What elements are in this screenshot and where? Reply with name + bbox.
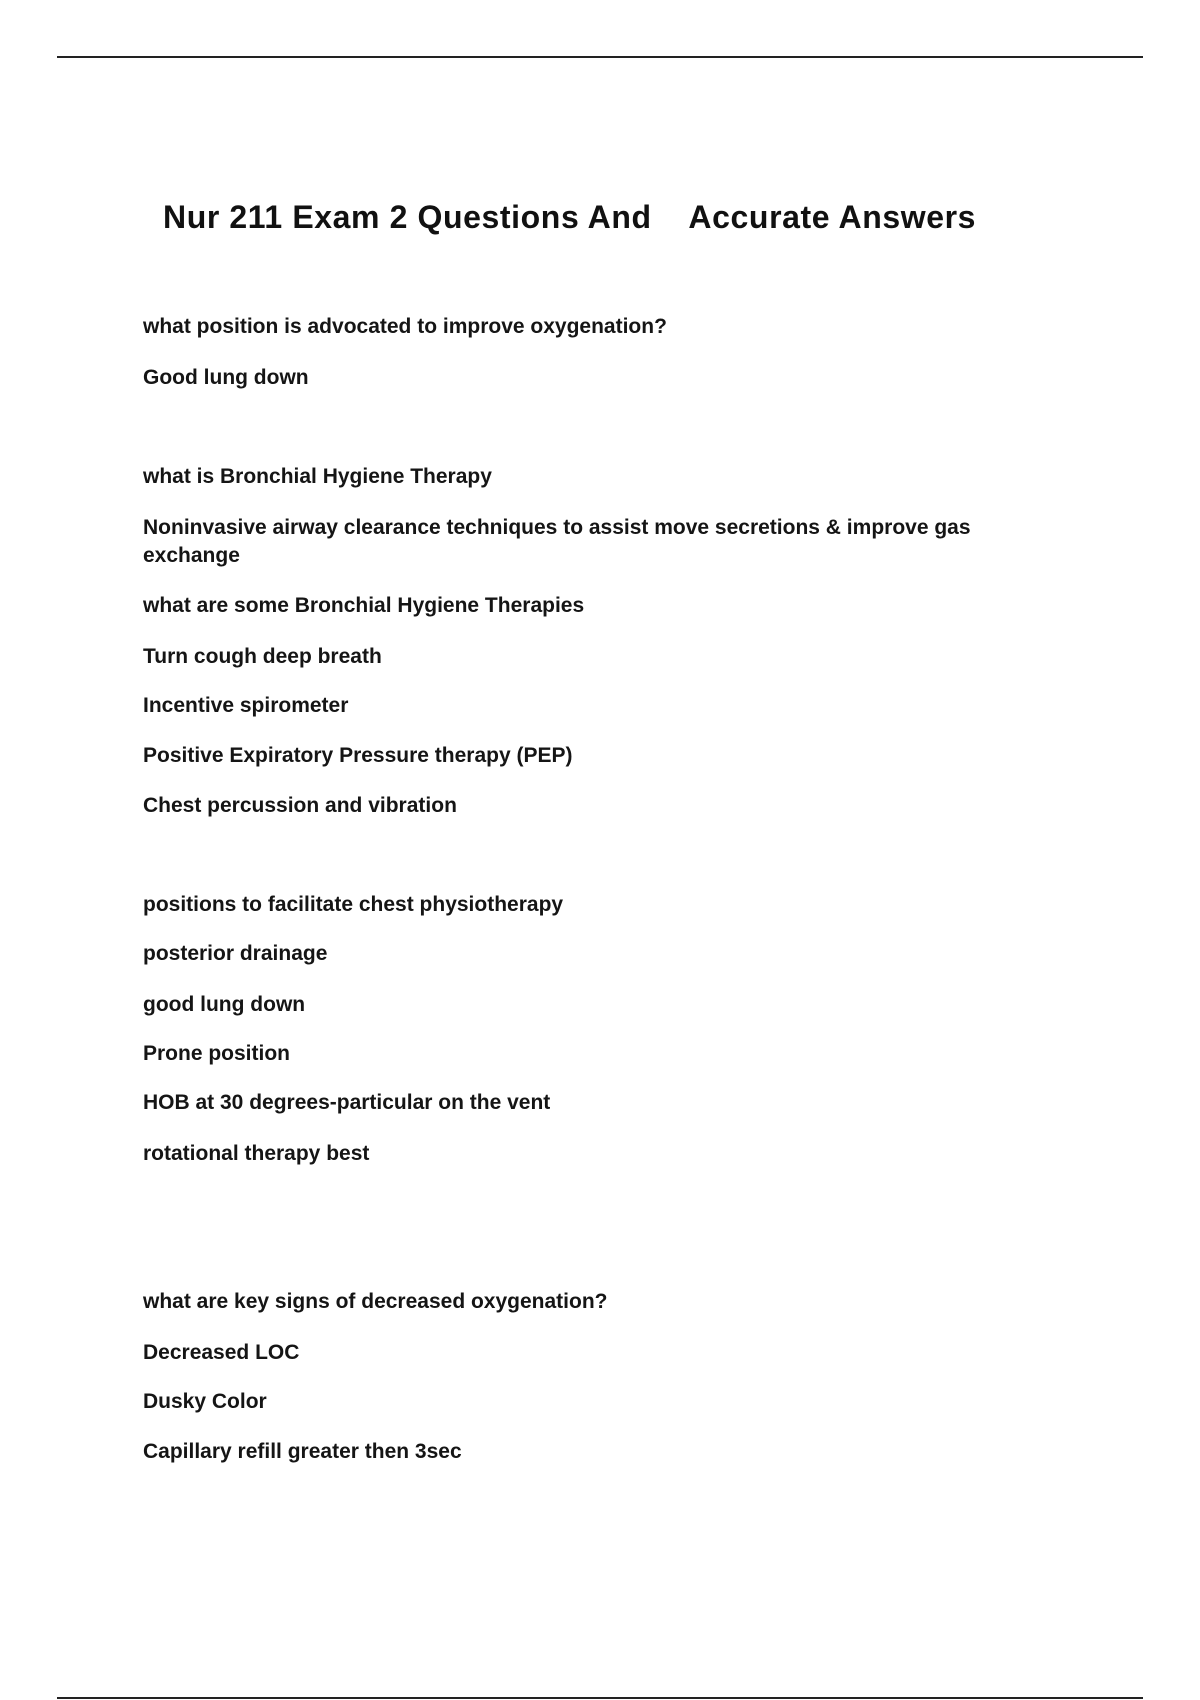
question-line: what is Bronchial Hygiene Therapy bbox=[143, 465, 492, 488]
answer-line: Turn cough deep breath bbox=[143, 645, 382, 668]
footer-rule bbox=[57, 1697, 1143, 1699]
answer-line: Decreased LOC bbox=[143, 1341, 300, 1364]
answer-line: HOB at 30 degrees-particular on the vent bbox=[143, 1091, 551, 1114]
answer-line: Noninvasive airway clearance techniques to assist move secretions & improve gas exchange bbox=[143, 516, 971, 567]
answer-line: Prone position bbox=[143, 1042, 290, 1065]
answer-line: rotational therapy best bbox=[143, 1142, 370, 1165]
answer-line: Good lung down bbox=[143, 366, 309, 389]
answer-line: Capillary refill greater then 3sec bbox=[143, 1440, 462, 1463]
question-line: what are key signs of decreased oxygenation? bbox=[143, 1290, 608, 1313]
answer-line: Positive Expiratory Pressure therapy (PEP) bbox=[143, 744, 573, 767]
answer-line: Incentive spirometer bbox=[143, 694, 349, 717]
answer-line: Dusky Color bbox=[143, 1390, 267, 1413]
answer-line: posterior drainage bbox=[143, 942, 328, 965]
question-line: positions to facilitate chest physiotherapy bbox=[143, 893, 564, 916]
question-line: what are some Bronchial Hygiene Therapies bbox=[143, 594, 585, 617]
answer-line: Chest percussion and vibration bbox=[143, 794, 457, 817]
answer-line: good lung down bbox=[143, 993, 306, 1016]
question-line: what position is advocated to improve oxygenation? bbox=[143, 315, 667, 338]
header-rule bbox=[57, 56, 1143, 58]
page-title: Nur 211 Exam 2 Questions And Accurate Answers bbox=[163, 199, 977, 235]
